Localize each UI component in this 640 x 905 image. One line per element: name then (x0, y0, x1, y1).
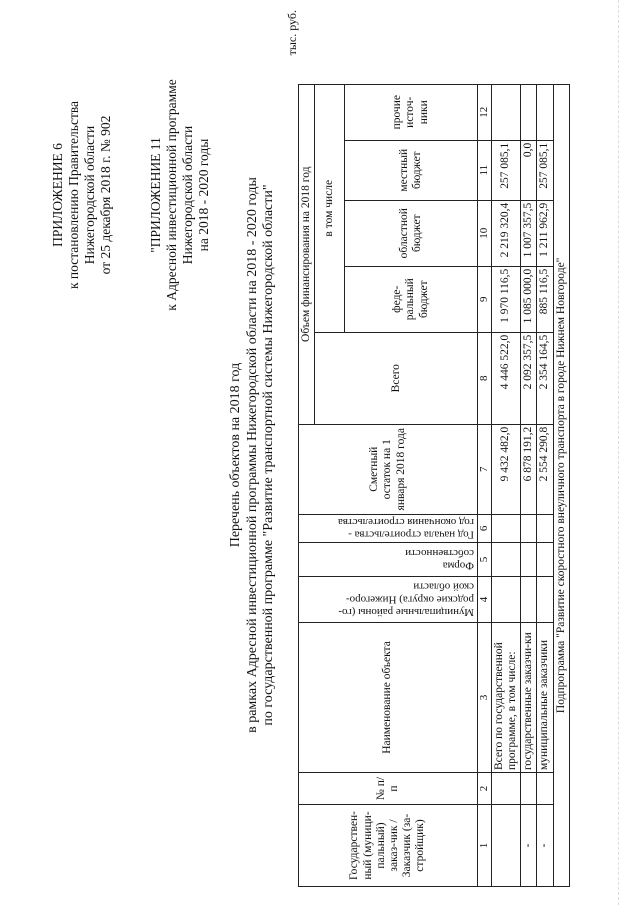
col-ownership-header: Форма собственности (299, 543, 478, 577)
column-index: 4 (478, 577, 492, 623)
subprogram-row (553, 84, 569, 886)
cell-object-name: Всего по государственной программе, в том числе: (491, 623, 520, 773)
cell-customer: - (537, 805, 553, 887)
col-total-header: Всего (315, 332, 478, 424)
column-index: 7 (478, 424, 492, 514)
cell-years (537, 514, 553, 542)
column-index: 1 (478, 805, 492, 887)
cell-balance: 9 432 482,0 (491, 424, 520, 514)
column-index: 6 (478, 514, 492, 542)
table-row (537, 84, 553, 886)
appendix-line: Нижегородской области (81, 125, 97, 265)
col-district-header: Муниципальные районы (го- родские округа) Нижегоро- ской области (299, 577, 478, 623)
col-including-header: в том числе (315, 84, 345, 332)
appendix-title: ПРИЛОЖЕНИЕ 6 (50, 143, 65, 247)
appendix-line: к постановлению Правительства (65, 100, 81, 290)
col-local-header: местный бюджет (345, 140, 478, 200)
cell-ownership (491, 543, 520, 577)
cell-years (491, 514, 520, 542)
subprogram-title: Подпрограмма "Развитие скоростного внеуличного транспорта в городе Нижнем Новгороде" (553, 84, 569, 886)
annex-title: "ПРИЛОЖЕНИЕ 11 (148, 137, 163, 253)
annex-line: Нижегородской области (179, 125, 195, 265)
col-financing-group-header: Объем финансирования на 2018 год (299, 84, 315, 424)
cell-local: 257 085,1 (491, 140, 520, 200)
cell-object-name: государственные заказчи-ки (521, 623, 537, 773)
cell-regional: 1 211 962,9 (537, 200, 553, 266)
cell-federal: 1 970 116,5 (491, 266, 520, 332)
cell-district (537, 577, 553, 623)
annex-line: к Адресной инвестиционной программе (163, 79, 179, 311)
cell-district (491, 577, 520, 623)
cell-customer (491, 805, 520, 887)
table-row (521, 84, 537, 886)
cell-total: 4 446 522,0 (491, 332, 520, 424)
column-index: 3 (478, 623, 492, 773)
cell-number (491, 773, 520, 805)
cell-regional: 1 007 357,5 (521, 200, 537, 266)
table-header-row (299, 84, 315, 886)
cell-number (521, 773, 537, 805)
document-title (228, 75, 278, 835)
appendix-header (50, 5, 114, 385)
cell-federal: 1 085 000,0 (521, 266, 537, 332)
cell-federal: 885 116,5 (537, 266, 553, 332)
column-index: 11 (478, 140, 492, 200)
cell-other (521, 84, 537, 140)
column-index: 12 (478, 84, 492, 140)
cell-other (537, 84, 553, 140)
cell-local: 257 085,1 (537, 140, 553, 200)
cell-object-name: муниципальные заказчики (537, 623, 553, 773)
col-other-header: прочие источ-ники (345, 84, 478, 140)
col-regional-header: областной бюджет (345, 200, 478, 266)
cell-ownership (537, 543, 553, 577)
column-index: 8 (478, 332, 492, 424)
cell-customer: - (521, 805, 537, 887)
title-line: по государственной программе "Развитие транспортной системы Нижегородской области" (261, 184, 277, 726)
col-years-header: Год начала строительства - год окончания строительства (299, 514, 478, 542)
cell-total: 2 354 164,5 (537, 332, 553, 424)
scan-edge-line (618, 0, 627, 905)
cell-regional: 2 219 320,4 (491, 200, 520, 266)
col-number-header: № п/п (299, 773, 478, 805)
column-index: 10 (478, 200, 492, 266)
cell-years (521, 514, 537, 542)
column-index: 5 (478, 543, 492, 577)
objects-table (298, 84, 570, 887)
appendix-line: от 25 декабря 2018 г. № 902 (97, 115, 113, 275)
cell-balance: 2 554 290,8 (537, 424, 553, 514)
table-row (491, 84, 520, 886)
cell-district (521, 577, 537, 623)
cell-total: 2 092 357,5 (521, 332, 537, 424)
cell-balance: 6 878 191,2 (521, 424, 537, 514)
column-index: 9 (478, 266, 492, 332)
col-balance-header: Сметный остаток на 1 января 2018 года (299, 424, 478, 514)
column-index: 2 (478, 773, 492, 805)
unit-label: тыс. руб. (285, 10, 299, 56)
column-index-row (478, 84, 492, 886)
annex-line: на 2018 - 2020 годы (195, 138, 211, 252)
cell-ownership (521, 543, 537, 577)
annex-header (148, 5, 212, 385)
col-federal-header: феде-ральный бюджет (345, 266, 478, 332)
title-line: Перечень объектов на 2018 год (228, 362, 243, 548)
cell-other (491, 84, 520, 140)
cell-number (537, 773, 553, 805)
col-customer-header: Государствен-ный (муници-пальный) заказ-чик / Заказчик (за-стройщик) (299, 805, 478, 887)
cell-local: 0,0 (521, 140, 537, 200)
col-name-header: Наименование объекта (299, 623, 478, 773)
title-line: в рамках Адресной инвестиционной программы Нижегородской области на 2018 - 2020 годы (244, 177, 260, 733)
